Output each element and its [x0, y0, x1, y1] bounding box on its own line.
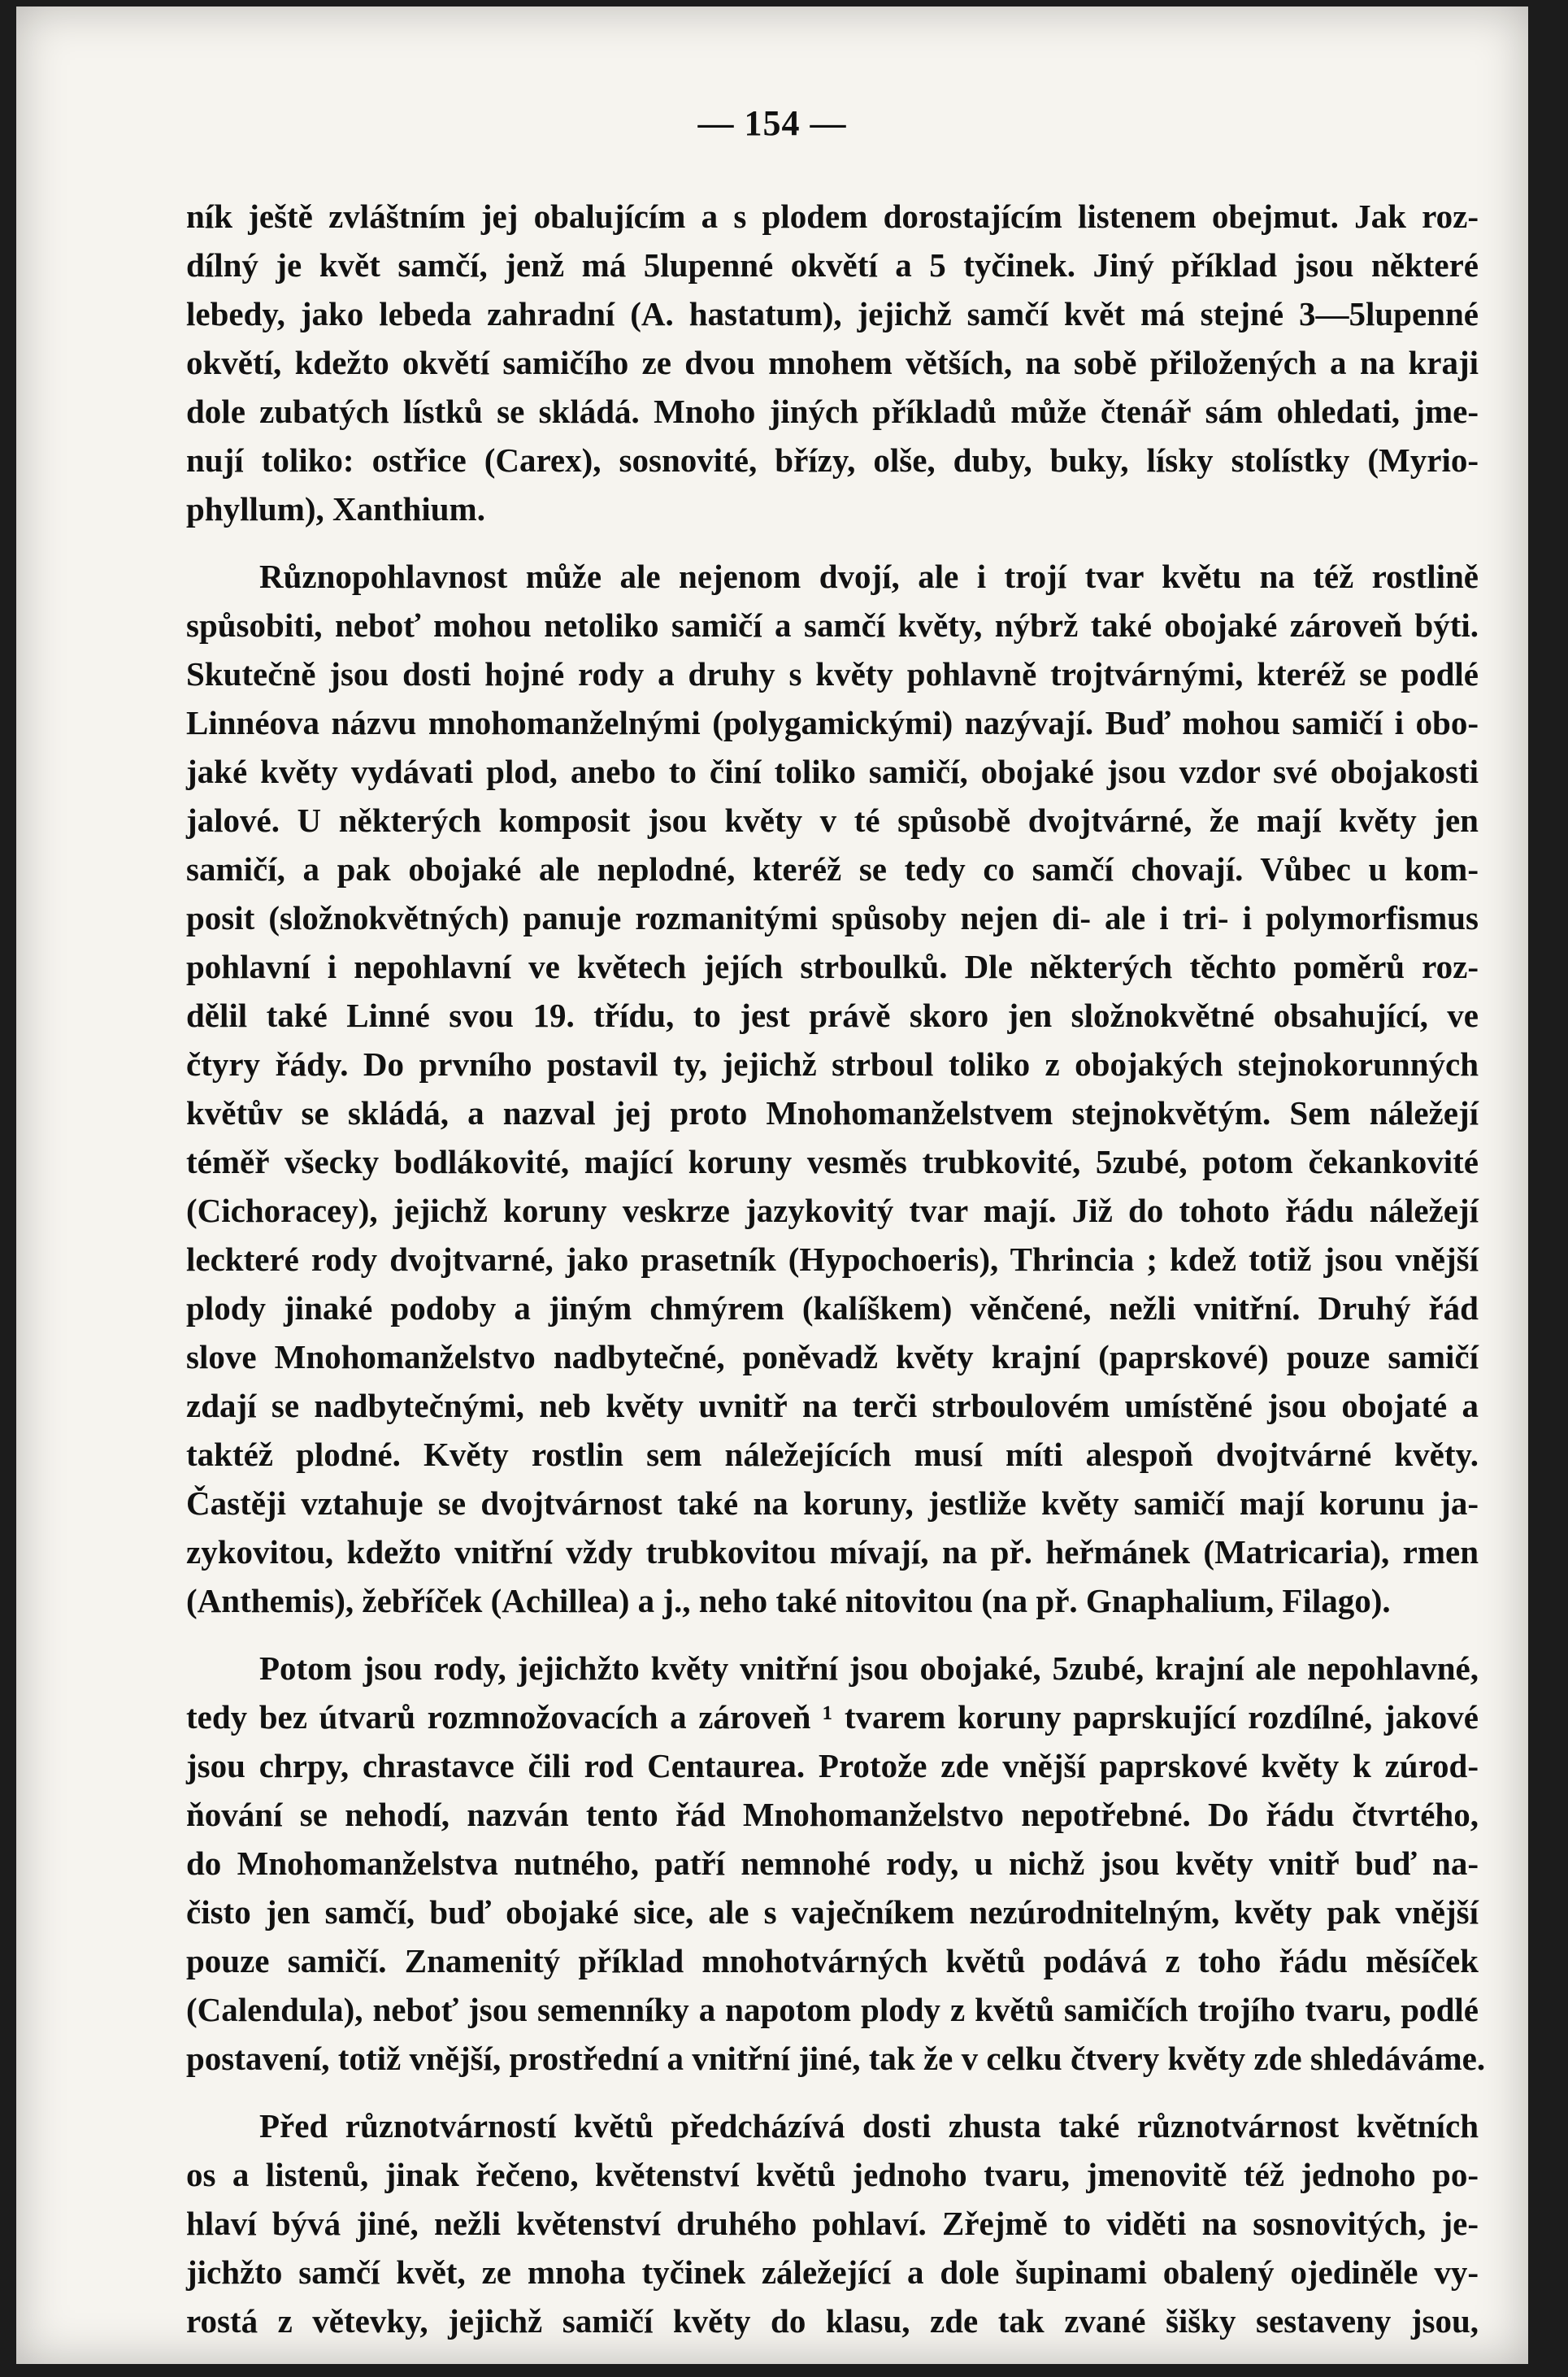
- text-line: ník ještě zvláštním jej obalujícím a s plodem dorostajícím listenem obejmut. Jak roz-: [186, 198, 1479, 235]
- text-line: Před různotvárností květů předcházívá dosti zhusta také různotvárnost květních: [259, 2107, 1479, 2145]
- text-line: lebedy, jako lebeda zahradní (A. hastatum), jejichž samčí květ má stejné 3—5lupenné: [186, 295, 1479, 332]
- text-line: dílný je květ samčí, jenž má 5lupenné okvětí a 5 tyčinek. Jiný příklad jsou některé: [186, 246, 1479, 284]
- text-line: hlaví bývá jiné, nežli květenství druhého pohlaví. Zřejmě to viděti na sosnovitých, je-: [186, 2205, 1479, 2242]
- text-line: postavení, totiž vnější, prostřední a vnitřní jiné, tak že v celku čtvery květy zde shledáváme.: [186, 2040, 1486, 2077]
- text-line: Různopohlavnost může ale nejenom dvojí, ale i trojí tvar květu na též rostlině: [259, 558, 1479, 595]
- scanned-page: [16, 7, 1528, 2364]
- text-line: phyllum), Xanthium.: [186, 490, 485, 528]
- text-line: ňování se nehodí, nazván tento řád Mnohomanželstvo nepotřebné. Do řádu čtvrtého,: [186, 1796, 1479, 1833]
- text-line: tedy bez útvarů rozmnožovacích a zároveň ¹ tvarem koruny paprskující rozdílné, jakové: [186, 1698, 1479, 1736]
- paragraph-3: [186, 1644, 1486, 2083]
- text-line: samičí, a pak obojaké ale neplodné, kteréž se tedy co samčí chovají. Vůbec u kom-: [186, 850, 1479, 888]
- text-line: jichžto samčí květ, ze mnoha tyčinek záležející a dole šupinami obalený ojediněle vy-: [186, 2253, 1479, 2291]
- text-line: Linnéova názvu mnohomanželnými (polygamickými) nazývají. Buď mohou samičí i obo-: [186, 704, 1479, 741]
- text-line: os a listenů, jinak řečeno, květenství květů jednoho tvaru, jmenovitě též jednoho po-: [186, 2156, 1479, 2193]
- text-line: dělil také Linné svou 19. třídu, to jest právě skoro jen složnokvětné obsahující, ve: [186, 997, 1479, 1034]
- text-line: rostá z větevky, jejichž samičí květy do klasu, zde tak zvané šišky sestaveny jsou,: [186, 2302, 1479, 2340]
- text-line: okvětí, kdežto okvětí samičího ze dvou mnohem větších, na sobě přiložených a na kraji: [186, 344, 1479, 381]
- text-line: plody jinaké podoby a jiným chmýrem (kalíškem) věnčené, nežli vnitřní. Druhý řád: [186, 1289, 1479, 1327]
- text-line: jalové. U některých komposit jsou květy v té spůsobě dvojtvárné, že mají květy jen: [186, 802, 1479, 839]
- text-line: dole zubatých lístků se skládá. Mnoho jiných příkladů může čtenář sám ohledati, jme-: [186, 393, 1479, 430]
- text-line: čtyry řády. Do prvního postavil ty, jejichž strboul toliko z obojakých stejnokorunných: [186, 1045, 1479, 1083]
- text-line: slove Mnohomanželstvo nadbytečné, poněvadž květy krajní (paprskové) pouze samičí: [186, 1338, 1479, 1375]
- text-line: pouze samičí. Znamenitý příklad mnohotvárných květů podává z toho řádu měsíček: [186, 1942, 1479, 1979]
- body-text: [186, 192, 1486, 2345]
- text-line: do Mnohomanželstva nutného, patří nemnohé rody, u nichž jsou květy vnitř buď na-: [186, 1845, 1479, 1882]
- text-line: čisto jen samčí, buď obojaké sice, ale s vaječníkem nezúrodnitelným, květy pak vnější: [186, 1893, 1479, 1931]
- text-line: zykovitou, kdežto vnitřní vždy trubkovitou mívají, na př. heřmánek (Matricaria), rmen: [186, 1533, 1479, 1571]
- text-line: Častěji vztahuje se dvojtvárnost také na koruny, jestliže květy samičí mají korunu ja-: [186, 1484, 1479, 1522]
- paragraph-2: [186, 552, 1479, 1625]
- text-line: Skutečně jsou dosti hojné rody a druhy s květy pohlavně trojtvárnými, kteréž se podlé: [186, 655, 1479, 693]
- text-line: jaké květy vydávati plod, anebo to činí toliko samičí, obojaké jsou vzdor své obojakosti: [186, 753, 1479, 790]
- text-line: Potom jsou rody, jejichžto květy vnitřní jsou obojaké, 5zubé, krajní ale nepohlavné,: [259, 1649, 1479, 1687]
- text-line: taktéž plodné. Květy rostlin sem náležejících musí míti alespoň dvojtvárné květy.: [186, 1436, 1479, 1473]
- text-line: posit (složnokvětných) panuje rozmanitými spůsoby nejen di- ale i tri- i polymorfismus: [186, 899, 1479, 936]
- page-number: — 154 —: [697, 103, 847, 143]
- text-line: jsou chrpy, chrastavce čili rod Centaurea. Protože zde vnější paprskové květy k zúrod-: [186, 1747, 1479, 1784]
- text-line: nují toliko: ostřice (Carex), sosnovité, břízy, olše, duby, buky, lísky stolístky (Myrio-: [186, 441, 1479, 479]
- text-line: leckteré rody dvojtvarné, jako prasetník (Hypochoeris), Thrincia ; kdež totiž jsou vnější: [186, 1241, 1479, 1278]
- text-line: (Cichoracey), jejichž koruny veskrze jazykovitý tvar mají. Již do tohoto řádu náležejí: [186, 1192, 1479, 1229]
- text-line: (Calendula), neboť jsou semenníky a napotom plody z květů samičích trojího tvaru, podlé: [186, 1991, 1479, 2028]
- text-line: květův se skládá, a nazval jej proto Mnohomanželstvem stejnokvětým. Sem náležejí: [186, 1094, 1479, 1132]
- text-line: spůsobiti, neboť mohou netoliko samičí a samčí květy, nýbrž také obojaké zároveň býti.: [186, 606, 1479, 644]
- text-line: zdají se nadbytečnými, neb květy uvnitř na terči strboulovém umístěné jsou obojaté a: [186, 1387, 1479, 1424]
- paragraph-1: [186, 192, 1479, 533]
- text-line: téměř všecky bodlákovité, mající koruny vesměs trubkovité, 5zubé, potom čekankovité: [186, 1143, 1479, 1180]
- paragraph-4: [186, 2101, 1479, 2345]
- text-line: (Anthemis), žebříček (Achillea) a j., neho také nitovitou (na př. Gnaphalium, Filago).: [186, 1582, 1391, 1619]
- text-line: pohlavní i nepohlavní ve květech jejích strboulků. Dle některých těchto poměrů roz-: [186, 948, 1479, 985]
